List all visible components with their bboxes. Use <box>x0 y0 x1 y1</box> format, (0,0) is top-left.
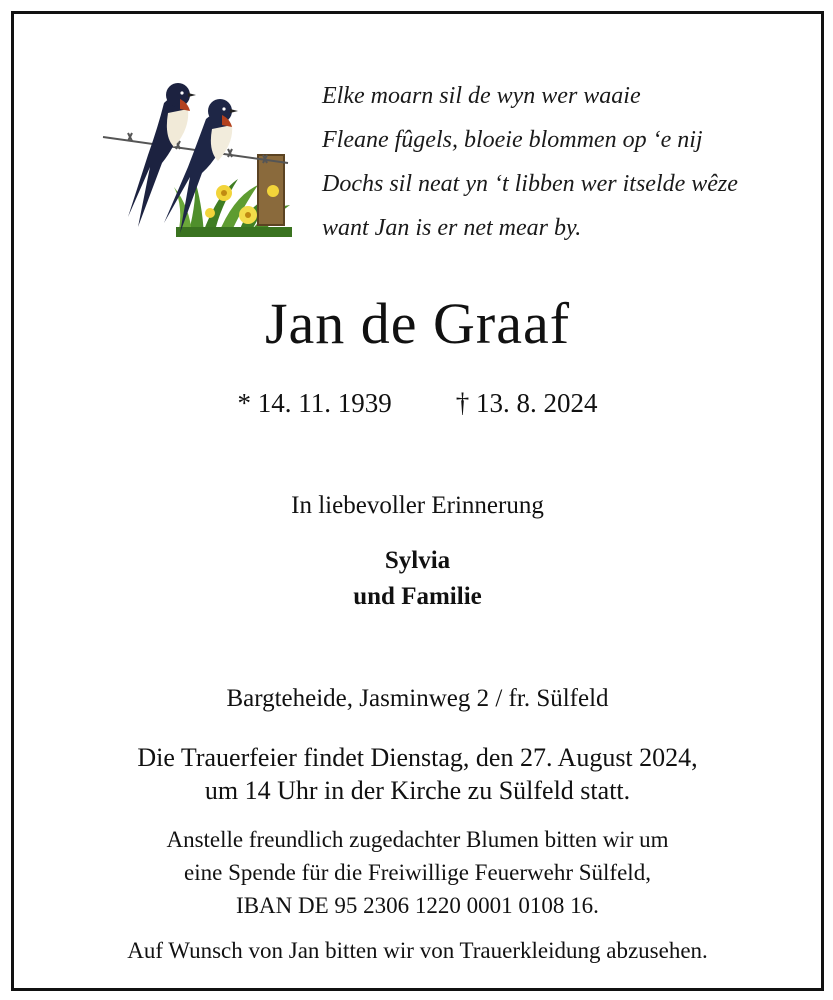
poem-line: Fleane fûgels, bloeie blommen op ‘e nij <box>322 127 703 153</box>
life-dates <box>14 388 821 419</box>
poem-line: want Jan is er net mear by. <box>322 215 582 241</box>
ceremony-line-1: Die Trauerfeier findet Dienstag, den 27. August 2024, <box>137 743 698 772</box>
mourner-family: und Familie <box>353 583 482 610</box>
swallows-on-wire-icon <box>98 67 293 237</box>
donation-line-1: Anstelle freundlich zugedachter Blumen bitten wir um <box>166 827 669 852</box>
donation-line-2: eine Spende für die Freiwillige Feuerwehr Sülfeld, <box>184 860 651 885</box>
mourner-name: Sylvia <box>384 547 451 574</box>
memory-intro: In liebevoller Erinnerung <box>291 492 544 519</box>
birth-date: * 14. 11. 1939 <box>237 388 392 418</box>
poem-line: Dochs sil neat yn ‘t libben wer itselde wêze <box>322 171 738 197</box>
deceased-name: Jan de Graaf <box>264 291 571 356</box>
ceremony-line-2: um 14 Uhr in der Kirche zu Sülfeld statt. <box>204 776 631 805</box>
poem-line: Elke moarn sil de wyn wer waaie <box>322 83 641 109</box>
obituary-frame <box>11 11 824 991</box>
address: Bargteheide, Jasminweg 2 / fr. Sülfeld <box>226 685 609 712</box>
clothing-wish: Auf Wunsch von Jan bitten wir von Trauerkleidung abzusehen. <box>127 938 708 963</box>
poem <box>322 74 738 250</box>
donation-iban: IBAN DE 95 2306 1220 0001 0108 16. <box>236 893 599 918</box>
death-date: † 13. 8. 2024 <box>455 388 598 418</box>
